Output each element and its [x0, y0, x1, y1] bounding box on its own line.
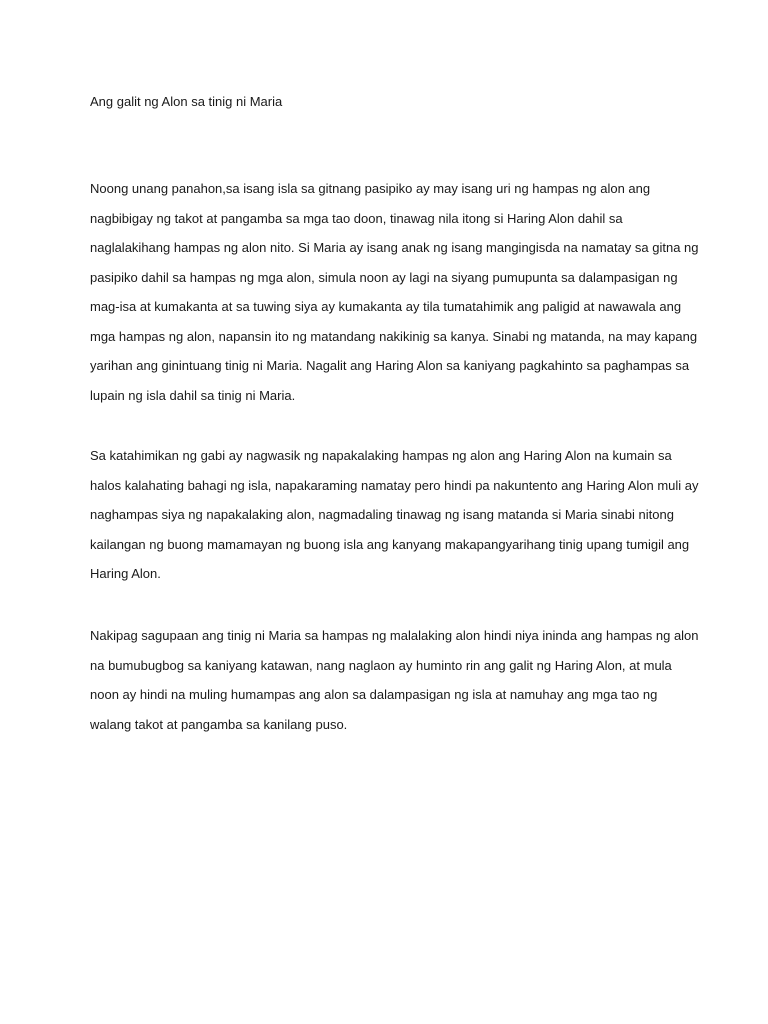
text-line: lupain ng isla dahil sa tinig ni Maria.	[90, 387, 296, 403]
text-line: pasipiko dahil sa hampas ng mga alon, simula noon ay lagi na siyang pumupunta sa dalampasigan ng	[90, 269, 678, 285]
text-line: mga hampas ng alon, napansin ito ng matandang nakikinig sa kanya. Sinabi ng matanda, na may kapang	[90, 328, 698, 344]
text-line: noon ay hindi na muling humampas ang alon sa dalampasigan ng isla at namuhay ang mga tao ng	[90, 687, 658, 702]
text-line: Sa katahimikan ng gabi ay nagwasik ng napakalaking hampas ng alon ang Haring Alon na kumain sa	[90, 448, 672, 463]
text-line: naglalakihang hampas ng alon nito. Si Maria ay isang anak ng isang mangingisda na namatay sa gitna ng	[90, 240, 699, 255]
text-line: walang takot at pangamba sa kanilang puso.	[90, 716, 348, 732]
paragraph-2	[90, 446, 699, 594]
document-title: Ang galit ng Alon sa tinig ni Maria	[90, 94, 283, 109]
text-line: kailangan ng buong mamamayan ng buong isla ang kanyang makapangyarihang tinig upang tumigil ang	[90, 536, 690, 552]
text-line: nagbibigay ng takot at pangamba sa mga tao doon, tinawag nila itong si Haring Alon dahil sa	[90, 210, 623, 226]
text-line: mag-isa at kumakanta at sa tuwing siya ay kumakanta ay tila tumatahimik ang paligid at nawawala ang	[90, 299, 682, 314]
text-line: halos kalahating bahagi ng isla, napakaraming namatay pero hindi pa nakuntento ang Haring Alon muli ay	[90, 477, 699, 493]
text-line: Nakipag sagupaan ang tinig ni Maria sa hampas ng malalaking alon hindi niya ininda ang hampas ng alon	[90, 628, 699, 643]
text-line: na bumubugbog sa kaniyang katawan, nang naglaon ay huminto rin ang galit ng Haring Alon, at mula	[90, 657, 672, 673]
paragraph-3	[90, 626, 699, 744]
text-line: yarihan ang ginintuang tinig ni Maria. Nagalit ang Haring Alon sa kaniyang pagkahinto sa paghampas sa	[90, 358, 690, 373]
text-line: Noong unang panahon,sa isang isla sa gitnang pasipiko ay may isang uri ng hampas ng alon ang	[90, 181, 651, 196]
text-line: naghampas siya ng napakalaking alon, nagmadaling tinawag ng isang matanda si Maria sinabi nitong	[90, 507, 674, 522]
paragraph-1	[90, 179, 699, 415]
text-line: Haring Alon.	[90, 566, 161, 581]
